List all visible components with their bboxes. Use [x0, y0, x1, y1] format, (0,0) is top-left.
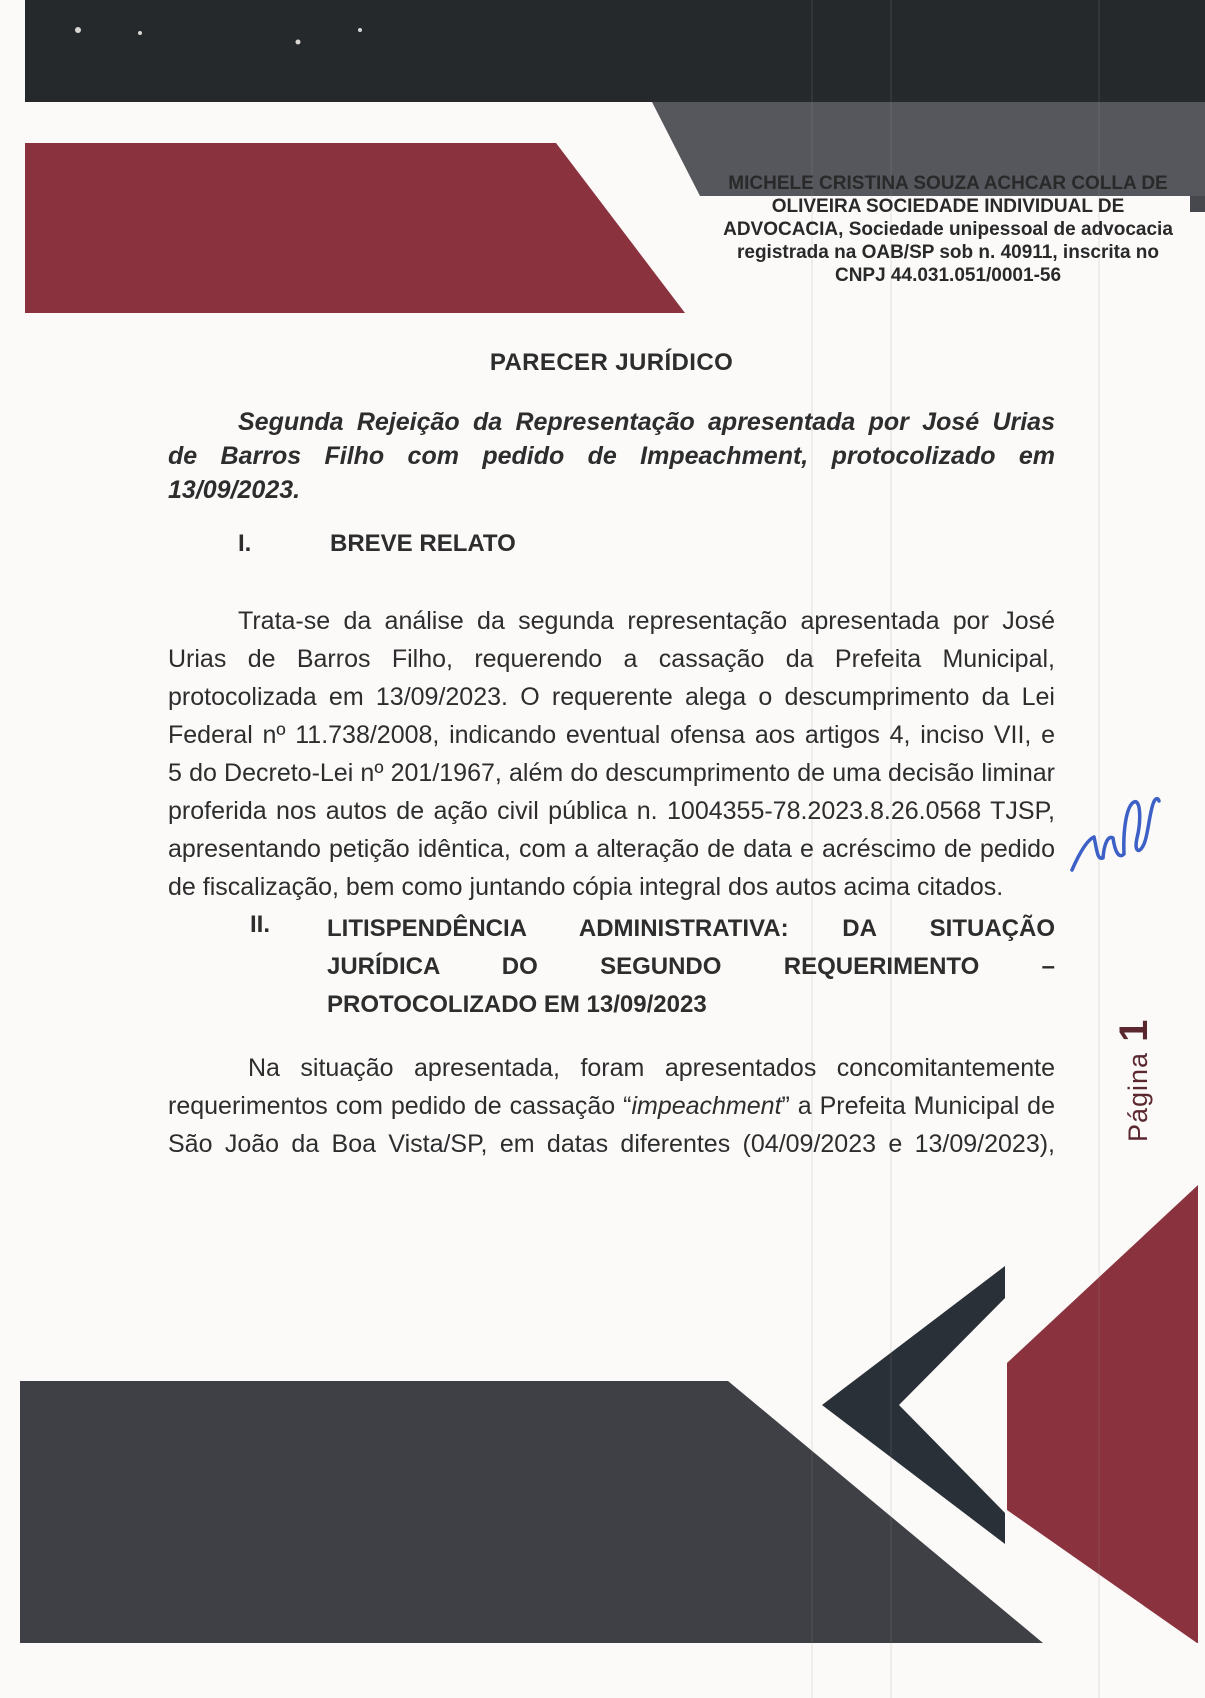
- body-line: de fiscalização, bem como juntando cópia integral dos autos acima citados.: [168, 873, 1004, 901]
- letterhead-firm-block: [688, 172, 1205, 287]
- page-indicator-label: Página: [1123, 1051, 1153, 1142]
- section-2-line: PROTOCOLIZADO EM 13/09/2023: [327, 991, 707, 1018]
- body-line: Na situação apresentada, foram apresentados concomitantemente: [248, 1054, 1055, 1082]
- pen-stroke: [1072, 799, 1159, 870]
- body-text: requerimentos com pedido de cassação “: [168, 1092, 632, 1120]
- subtitle-line: de Barros Filho com pedido de Impeachment, protocolizado em: [168, 442, 1055, 470]
- section-1-title: BREVE RELATO: [330, 530, 516, 557]
- firm-line: registrada na OAB/SP sob n. 40911, inscrita no: [736, 242, 1160, 263]
- body-line: Trata-se da análise da segunda representação apresentada por José: [238, 607, 1055, 635]
- body-line: apresentando petição idêntica, com a alteração de data e acréscimo de pedido: [168, 835, 1055, 863]
- body-line: protocolizada em 13/09/2023. O requerente alega o descumprimento da Lei: [168, 683, 1055, 711]
- document-subtitle: [168, 408, 1055, 510]
- section-2-line: LITISPENDÊNCIA ADMINISTRATIVA: DA SITUAÇÃO: [327, 915, 1055, 942]
- firm-line: MICHELE CRISTINA SOUZA ACHCAR COLLA DE: [728, 173, 1168, 194]
- document-title: PARECER JURÍDICO: [489, 349, 734, 376]
- section-2-number: II.: [250, 911, 271, 938]
- paragraph-2: [168, 1049, 1055, 1163]
- firm-line: CNPJ 44.031.051/0001-56: [834, 265, 1062, 286]
- pen-initials-annotation: [1062, 790, 1162, 885]
- subtitle-line: Segunda Rejeição da Representação apresentada por José Urias: [238, 408, 1055, 436]
- body-line: Urias de Barros Filho, requerendo a cassação da Prefeita Municipal,: [168, 645, 1055, 673]
- body-line: 5 do Decreto-Lei nº 201/1967, além do descumprimento de uma decisão liminar: [168, 759, 1055, 787]
- paragraph-1: [168, 602, 1055, 906]
- body-text-italic: impeachment: [631, 1092, 782, 1120]
- footer-maroon-arrowhead: [1007, 1185, 1198, 1643]
- firm-line: OLIVEIRA SOCIEDADE INDIVIDUAL DE: [771, 196, 1125, 217]
- body-line: São João da Boa Vista/SP, em datas diferentes (04/09/2023 e 13/09/2023),: [168, 1130, 1055, 1158]
- body-line: proferida nos autos de ação civil pública n. 1004355-78.2023.8.26.0568 TJSP,: [168, 797, 1055, 825]
- section-2-line: JURÍDICA DO SEGUNDO REQUERIMENTO –: [327, 953, 1055, 980]
- section-2-title: [327, 910, 1055, 1024]
- body-text: ” a Prefeita Municipal de: [781, 1092, 1055, 1120]
- page-indicator: [1112, 962, 1158, 1142]
- body-line: Federal nº 11.738/2008, indicando eventual ofensa aos artigos 4, inciso VII, e: [168, 721, 1055, 749]
- section-1-number: I.: [238, 530, 252, 557]
- body-line: [168, 1087, 1055, 1125]
- top-banner: [25, 0, 1205, 102]
- page-number: 1: [1112, 1019, 1156, 1042]
- header-maroon-parallelogram: [25, 143, 685, 313]
- subtitle-line: 13/09/2023.: [168, 476, 301, 504]
- firm-line: ADVOCACIA, Sociedade unipessoal de advocacia: [723, 219, 1173, 240]
